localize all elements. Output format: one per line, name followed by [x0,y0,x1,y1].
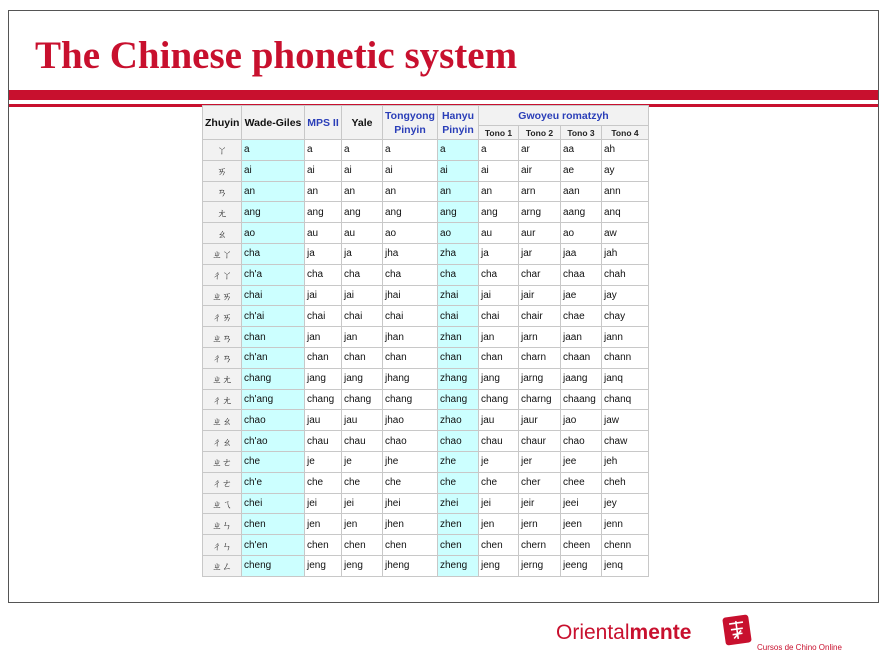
cell-tongyong-pinyin: cha [383,264,438,285]
cell-gwoyeu-tono-3: jaang [561,368,602,389]
cell-gwoyeu-tono-1: chang [479,389,519,410]
cell-zhuyin: ㄔㄢ [203,347,242,368]
cell-zhuyin: ㄤ [203,202,242,223]
cell-tongyong-pinyin: chang [383,389,438,410]
cell-yale: jeng [342,555,383,576]
cell-yale: ja [342,243,383,264]
cell-mps2: jai [305,285,342,306]
cell-yale: ang [342,202,383,223]
cell-yale: je [342,451,383,472]
cell-gwoyeu-tono-1: che [479,472,519,493]
cell-gwoyeu-tono-3: chae [561,306,602,327]
header-hanyu-pinyin[interactable] [438,106,479,140]
cell-tongyong-pinyin: chen [383,535,438,556]
cell-yale: chai [342,306,383,327]
cell-gwoyeu-tono-2: ar [519,140,561,161]
cell-gwoyeu-tono-2: jeir [519,493,561,514]
cell-wade-giles: cha [242,243,305,264]
cell-gwoyeu-tono-3: chaa [561,264,602,285]
table-row [203,368,649,389]
cell-gwoyeu-tono-4: chay [602,306,649,327]
cell-wade-giles: an [242,181,305,202]
cell-yale: chan [342,347,383,368]
cell-gwoyeu-tono-3: chao [561,431,602,452]
cell-zhuyin: ㄔㄤ [203,389,242,410]
cell-zhuyin: ㄢ [203,181,242,202]
cell-gwoyeu-tono-1: chai [479,306,519,327]
cell-tongyong-pinyin: ang [383,202,438,223]
brand-name-part2: mente [629,621,692,644]
table-row [203,181,649,202]
cell-mps2: chang [305,389,342,410]
cell-mps2: chau [305,431,342,452]
table-row [203,535,649,556]
cell-gwoyeu-tono-4: jay [602,285,649,306]
header-tongyong-pinyin[interactable] [383,106,438,140]
cell-gwoyeu-tono-3: ae [561,160,602,181]
cell-gwoyeu-tono-2: air [519,160,561,181]
table-row [203,389,649,410]
cell-tongyong-pinyin: a [383,140,438,161]
romanization-table [202,105,649,577]
cell-gwoyeu-tono-3: jaa [561,243,602,264]
cell-gwoyeu-tono-2: char [519,264,561,285]
cell-wade-giles: che [242,451,305,472]
cell-gwoyeu-tono-2: jarn [519,327,561,348]
table-row [203,202,649,223]
cell-mps2: cha [305,264,342,285]
cell-tongyong-pinyin: che [383,472,438,493]
cell-gwoyeu-tono-4: jann [602,327,649,348]
cell-gwoyeu-tono-3: jaan [561,327,602,348]
cell-wade-giles: ch'e [242,472,305,493]
header-wade-giles: Wade-Giles [242,106,305,140]
cell-gwoyeu-tono-1: an [479,181,519,202]
cell-yale: jei [342,493,383,514]
cell-wade-giles: ch'en [242,535,305,556]
cell-gwoyeu-tono-1: cha [479,264,519,285]
orientalmente-logo [556,621,691,645]
cell-gwoyeu-tono-4: jenq [602,555,649,576]
cell-zhuyin: ㄓㄟ [203,493,242,514]
cell-wade-giles: chei [242,493,305,514]
cell-tongyong-pinyin: ao [383,223,438,244]
cell-wade-giles: ch'an [242,347,305,368]
cell-yale: jang [342,368,383,389]
cell-gwoyeu-tono-4: ah [602,140,649,161]
cell-mps2: ang [305,202,342,223]
cell-wade-giles: chang [242,368,305,389]
cell-hanyu-pinyin: chang [438,389,479,410]
cell-wade-giles: ch'ang [242,389,305,410]
cell-gwoyeu-tono-3: jee [561,451,602,472]
table-row [203,347,649,368]
cell-wade-giles: chai [242,285,305,306]
cell-gwoyeu-tono-1: ai [479,160,519,181]
cell-tongyong-pinyin: jhao [383,410,438,431]
header-gwoyeu-romatzyh[interactable]: Gwoyeu romatzyh [479,106,649,126]
cell-mps2: ai [305,160,342,181]
cell-gwoyeu-tono-3: jeeng [561,555,602,576]
cell-mps2: jen [305,514,342,535]
cell-mps2: jan [305,327,342,348]
cell-gwoyeu-tono-1: a [479,140,519,161]
cell-zhuyin: ㄓㄜ [203,451,242,472]
header-zhuyin: Zhuyin [203,106,242,140]
cell-yale: jau [342,410,383,431]
cell-hanyu-pinyin: chai [438,306,479,327]
cell-tongyong-pinyin: jheng [383,555,438,576]
table-row [203,410,649,431]
cell-zhuyin: ㄓㄣ [203,514,242,535]
cell-zhuyin: ㄓㄤ [203,368,242,389]
table-row [203,160,649,181]
cell-hanyu-pinyin: zhe [438,451,479,472]
cell-gwoyeu-tono-4: jaw [602,410,649,431]
cell-yale: a [342,140,383,161]
table-row [203,493,649,514]
table-row [203,285,649,306]
cell-zhuyin: ㄠ [203,223,242,244]
cell-tongyong-pinyin: jhai [383,285,438,306]
header-hanyu-line2: Pinyin [442,123,474,136]
table-row [203,264,649,285]
cell-hanyu-pinyin: a [438,140,479,161]
cell-gwoyeu-tono-2: charng [519,389,561,410]
cell-zhuyin: ㄓㄠ [203,410,242,431]
cell-tongyong-pinyin: jhe [383,451,438,472]
cell-gwoyeu-tono-4: jey [602,493,649,514]
cell-gwoyeu-tono-2: chaur [519,431,561,452]
cell-zhuyin: ㄓㄥ [203,555,242,576]
cell-tongyong-pinyin: jhan [383,327,438,348]
cell-tongyong-pinyin: chao [383,431,438,452]
cell-wade-giles: ch'ao [242,431,305,452]
cell-hanyu-pinyin: ao [438,223,479,244]
cell-gwoyeu-tono-3: jao [561,410,602,431]
cell-wade-giles: ang [242,202,305,223]
cell-tongyong-pinyin: jhen [383,514,438,535]
cell-gwoyeu-tono-3: aang [561,202,602,223]
cell-gwoyeu-tono-4: aw [602,223,649,244]
header-mps2[interactable]: MPS II [305,106,342,140]
cell-mps2: ja [305,243,342,264]
cell-gwoyeu-tono-4: jeh [602,451,649,472]
cell-gwoyeu-tono-4: chah [602,264,649,285]
cell-gwoyeu-tono-3: ao [561,223,602,244]
cell-gwoyeu-tono-1: jang [479,368,519,389]
cell-wade-giles: chen [242,514,305,535]
cell-gwoyeu-tono-2: jaur [519,410,561,431]
cell-mps2: je [305,451,342,472]
cell-gwoyeu-tono-3: aa [561,140,602,161]
cell-yale: jen [342,514,383,535]
cell-hanyu-pinyin: chen [438,535,479,556]
table-row [203,306,649,327]
table-row [203,140,649,161]
table-row [203,514,649,535]
cell-yale: cha [342,264,383,285]
cell-zhuyin: ㄔㄞ [203,306,242,327]
header-tono-2: Tono 2 [519,126,561,140]
table-row [203,451,649,472]
cell-zhuyin: ㄓㄞ [203,285,242,306]
cell-wade-giles: chao [242,410,305,431]
cell-zhuyin: ㄔㄜ [203,472,242,493]
cell-hanyu-pinyin: ai [438,160,479,181]
cell-yale: au [342,223,383,244]
cell-wade-giles: ai [242,160,305,181]
romanization-table-container [202,105,649,582]
cell-tongyong-pinyin: jhang [383,368,438,389]
cell-gwoyeu-tono-3: cheen [561,535,602,556]
cell-gwoyeu-tono-2: chair [519,306,561,327]
cell-hanyu-pinyin: zhang [438,368,479,389]
cell-gwoyeu-tono-4: anq [602,202,649,223]
cell-gwoyeu-tono-4: jenn [602,514,649,535]
cell-hanyu-pinyin: zhei [438,493,479,514]
cell-gwoyeu-tono-1: jai [479,285,519,306]
cell-mps2: jau [305,410,342,431]
table-row [203,327,649,348]
cell-tongyong-pinyin: chan [383,347,438,368]
cell-gwoyeu-tono-1: je [479,451,519,472]
cell-tongyong-pinyin: an [383,181,438,202]
cell-gwoyeu-tono-1: jan [479,327,519,348]
cell-hanyu-pinyin: chao [438,431,479,452]
cell-zhuyin: ㄞ [203,160,242,181]
cell-gwoyeu-tono-1: au [479,223,519,244]
cell-gwoyeu-tono-2: jerng [519,555,561,576]
cell-yale: jai [342,285,383,306]
cell-gwoyeu-tono-1: jau [479,410,519,431]
cell-hanyu-pinyin: che [438,472,479,493]
cell-yale: chen [342,535,383,556]
cell-tongyong-pinyin: chai [383,306,438,327]
cell-hanyu-pinyin: chan [438,347,479,368]
cell-hanyu-pinyin: zhan [438,327,479,348]
cell-yale: ai [342,160,383,181]
cell-gwoyeu-tono-1: jei [479,493,519,514]
cell-gwoyeu-tono-2: jair [519,285,561,306]
cell-yale: an [342,181,383,202]
table-row [203,243,649,264]
cell-zhuyin: ㄓㄚ [203,243,242,264]
cell-yale: chang [342,389,383,410]
cell-gwoyeu-tono-4: cheh [602,472,649,493]
cell-yale: jan [342,327,383,348]
brand-name-part1: Oriental [556,621,630,644]
cell-mps2: chen [305,535,342,556]
cell-hanyu-pinyin: zhao [438,410,479,431]
cell-gwoyeu-tono-4: chanq [602,389,649,410]
cell-tongyong-pinyin: ai [383,160,438,181]
cell-mps2: a [305,140,342,161]
cell-zhuyin: ㄓㄢ [203,327,242,348]
cell-hanyu-pinyin: ang [438,202,479,223]
cell-gwoyeu-tono-2: jar [519,243,561,264]
cell-hanyu-pinyin: zhen [438,514,479,535]
cell-yale: chau [342,431,383,452]
cell-gwoyeu-tono-2: cher [519,472,561,493]
slide-title: The Chinese phonetic system [35,34,518,77]
cell-gwoyeu-tono-2: jern [519,514,561,535]
cell-gwoyeu-tono-1: ja [479,243,519,264]
table-row [203,223,649,244]
cell-hanyu-pinyin: zhai [438,285,479,306]
table-row [203,472,649,493]
cell-wade-giles: a [242,140,305,161]
cell-gwoyeu-tono-1: chan [479,347,519,368]
cell-hanyu-pinyin: an [438,181,479,202]
cell-zhuyin: ㄔㄠ [203,431,242,452]
cell-zhuyin: ㄚ [203,140,242,161]
cell-gwoyeu-tono-3: chaan [561,347,602,368]
cell-wade-giles: ch'ai [242,306,305,327]
cell-gwoyeu-tono-2: chern [519,535,561,556]
cell-hanyu-pinyin: zheng [438,555,479,576]
cell-gwoyeu-tono-1: ang [479,202,519,223]
table-body [203,140,649,577]
cell-gwoyeu-tono-2: arn [519,181,561,202]
header-tono-4: Tono 4 [602,126,649,140]
cell-gwoyeu-tono-3: aan [561,181,602,202]
cell-mps2: jeng [305,555,342,576]
cell-hanyu-pinyin: cha [438,264,479,285]
cell-zhuyin: ㄔㄣ [203,535,242,556]
cell-gwoyeu-tono-3: jae [561,285,602,306]
header-tono-3: Tono 3 [561,126,602,140]
cell-gwoyeu-tono-4: ay [602,160,649,181]
title-divider-thick [9,90,878,100]
brand-tagline: Cursos de Chino Online [757,643,842,652]
cell-zhuyin: ㄔㄚ [203,264,242,285]
cell-gwoyeu-tono-1: chen [479,535,519,556]
cell-wade-giles: ao [242,223,305,244]
cell-gwoyeu-tono-2: arng [519,202,561,223]
header-tongyong-line2: Pinyin [394,123,426,136]
cell-gwoyeu-tono-3: chee [561,472,602,493]
cell-gwoyeu-tono-4: janq [602,368,649,389]
cell-gwoyeu-tono-1: jeng [479,555,519,576]
cell-gwoyeu-tono-4: chann [602,347,649,368]
cell-mps2: an [305,181,342,202]
cell-mps2: au [305,223,342,244]
header-hanyu-line1: Hanyu [441,109,475,122]
cell-gwoyeu-tono-2: jer [519,451,561,472]
cell-tongyong-pinyin: jha [383,243,438,264]
cell-tongyong-pinyin: jhei [383,493,438,514]
cell-gwoyeu-tono-1: chau [479,431,519,452]
table-row [203,555,649,576]
table-row [203,431,649,452]
cell-wade-giles: ch'a [242,264,305,285]
cell-gwoyeu-tono-4: jah [602,243,649,264]
cell-wade-giles: cheng [242,555,305,576]
cell-yale: che [342,472,383,493]
header-yale: Yale [342,106,383,140]
cell-mps2: che [305,472,342,493]
cell-gwoyeu-tono-3: jeen [561,514,602,535]
header-tongyong-line1: Tongyong [385,109,435,122]
seal-icon [722,614,752,645]
cell-gwoyeu-tono-3: jeei [561,493,602,514]
cell-gwoyeu-tono-4: chenn [602,535,649,556]
cell-gwoyeu-tono-4: chaw [602,431,649,452]
cell-hanyu-pinyin: zha [438,243,479,264]
cell-mps2: jang [305,368,342,389]
cell-gwoyeu-tono-3: chaang [561,389,602,410]
cell-mps2: chan [305,347,342,368]
cell-mps2: jei [305,493,342,514]
cell-gwoyeu-tono-2: charn [519,347,561,368]
cell-wade-giles: chan [242,327,305,348]
cell-gwoyeu-tono-4: ann [602,181,649,202]
cell-gwoyeu-tono-2: aur [519,223,561,244]
cell-mps2: chai [305,306,342,327]
cell-gwoyeu-tono-2: jarng [519,368,561,389]
header-tono-1: Tono 1 [479,126,519,140]
cell-gwoyeu-tono-1: jen [479,514,519,535]
